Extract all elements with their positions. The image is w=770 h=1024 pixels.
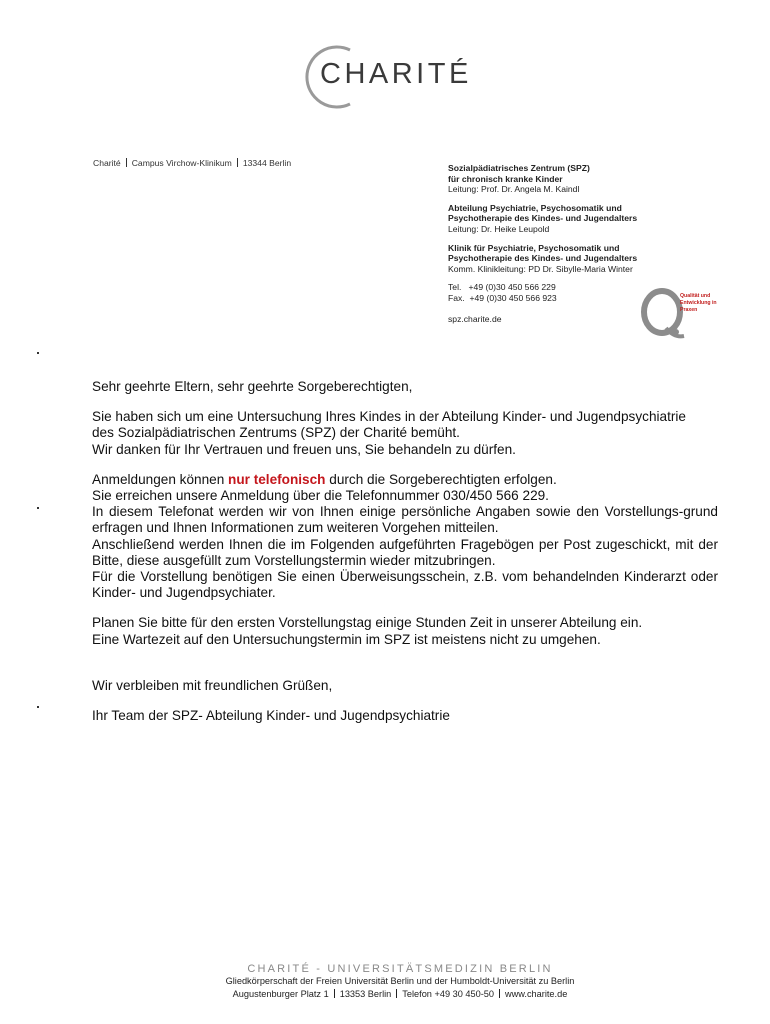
divider (499, 989, 500, 998)
logo-wordmark: CHARITÉ (320, 58, 472, 90)
fold-mark (37, 352, 39, 354)
footer-phone: Telefon +49 30 450-50 (402, 988, 494, 999)
paragraph-line: Eine Wartezeit auf den Untersuchungstermin im SPZ ist meistens nicht zu umgehen. (92, 631, 601, 647)
footer-affiliation: Gliedkörperschaft der Freien Universität Berlin und der Humboldt-Universität zu Berlin (225, 976, 575, 986)
fold-mark (37, 706, 39, 708)
footer-street: Augustenburger Platz 1 (232, 988, 329, 999)
paragraph-line: Sie haben sich um eine Untersuchung Ihres Kindes in der Abteilung Kinder- und Jugendpsychiatrie (92, 409, 686, 425)
text-span: Anmeldungen können (92, 471, 229, 487)
badge-line: Praxen (680, 307, 698, 313)
page-footer (0, 963, 770, 1000)
divider (126, 158, 127, 167)
paragraph-line: Anschließend werden Ihnen die im Folgenden aufgeführten Fragebögen per Post zugeschickt, mit der Bitte, diese ausgefüllt zum Vorstellungstermin wieder mitzubringen. (92, 536, 718, 568)
letter-body (92, 379, 718, 724)
divider (237, 158, 238, 167)
department-lead: Komm. Klinikleitung: PD Dr. Sibylle-Maria Winter (448, 263, 633, 274)
divider (396, 989, 397, 998)
paragraph-line: Für die Vorstellung benötigen Sie einen Überweisungsschein, z.B. vom behandelnden Kinderarzt oder Kinder- und Jugendpsychiater. (92, 569, 718, 601)
department-name: Psychotherapie des Kindes- und Jugendalters (448, 213, 638, 224)
fax-number: Fax. +49 (0)30 450 566 923 (448, 292, 557, 303)
phone-only-highlight: nur telefonisch (228, 471, 326, 487)
fold-mark (37, 507, 39, 509)
paragraph-line: Sie erreichen unsere Anmeldung über die Telefonnummer 030/450 566 229. (92, 488, 549, 504)
badge-line: Qualität und (680, 293, 711, 299)
paragraph-line: In diesem Telefonat werden wir von Ihnen einige persönliche Angaben sowie den Vorstellungs-grund erfragen und Ihnen Informationen zum weiteren Vorgehen mitteilen. (92, 504, 718, 536)
closing: Wir verbleiben mit freundlichen Grüßen, (92, 677, 333, 693)
department-block-clinic (448, 243, 688, 275)
paragraph-line: Planen Sie bitte für den ersten Vorstellungstag einige Stunden Zeit in unserer Abteilung ein. (92, 615, 643, 631)
phone-number: Tel. +49 (0)30 450 566 229 (448, 282, 556, 293)
department-name: Sozialpädiatrisches Zentrum (SPZ) (448, 163, 590, 173)
footer-website-link[interactable]: www.charite.de (505, 988, 568, 999)
text-span: durch die Sorgeberechtigten erfolgen. (325, 471, 557, 487)
salutation: Sehr geehrte Eltern, sehr geehrte Sorgeberechtigten, (92, 379, 413, 394)
department-lead: Leitung: Dr. Heike Leupold (448, 223, 550, 234)
quality-badge-text (680, 293, 732, 314)
department-name: Psychotherapie des Kindes- und Jugendalters (448, 253, 638, 264)
department-name: Abteilung Psychiatrie, Psychosomatik und (448, 202, 622, 213)
badge-line: Entwicklung in (680, 300, 717, 306)
signature: Ihr Team der SPZ- Abteilung Kinder- und Jugendpsychiatrie (92, 708, 450, 724)
sender-city: 13344 Berlin (242, 158, 292, 168)
department-name: für chronisch kranke Kinder (448, 173, 563, 184)
divider (334, 989, 335, 998)
department-lead: Leitung: Prof. Dr. Angela M. Kaindl (448, 184, 580, 195)
paragraph-line: Wir danken für Ihr Vertrauen und freuen uns, Sie behandeln zu dürfen. (92, 441, 516, 457)
paragraph-line: des Sozialpädiatrischen Zentrums (SPZ) der Charité bemüht. (92, 425, 460, 441)
footer-address (30, 988, 770, 1001)
department-name: Klinik für Psychiatrie, Psychosomatik und (448, 242, 620, 253)
registration-line (92, 472, 718, 488)
sender-campus: Campus Virchow-Klinikum (131, 158, 232, 168)
footer-city: 13353 Berlin (339, 988, 392, 999)
sender-address-line (93, 158, 291, 168)
sender-org: Charité (93, 158, 121, 168)
department-block-psychiatry (448, 203, 688, 235)
department-block-spz (448, 163, 688, 195)
footer-title: CHARITÉ - UNIVERSITÄTSMEDIZIN BERLIN (247, 963, 553, 975)
website-link[interactable]: spz.charite.de (448, 313, 502, 324)
